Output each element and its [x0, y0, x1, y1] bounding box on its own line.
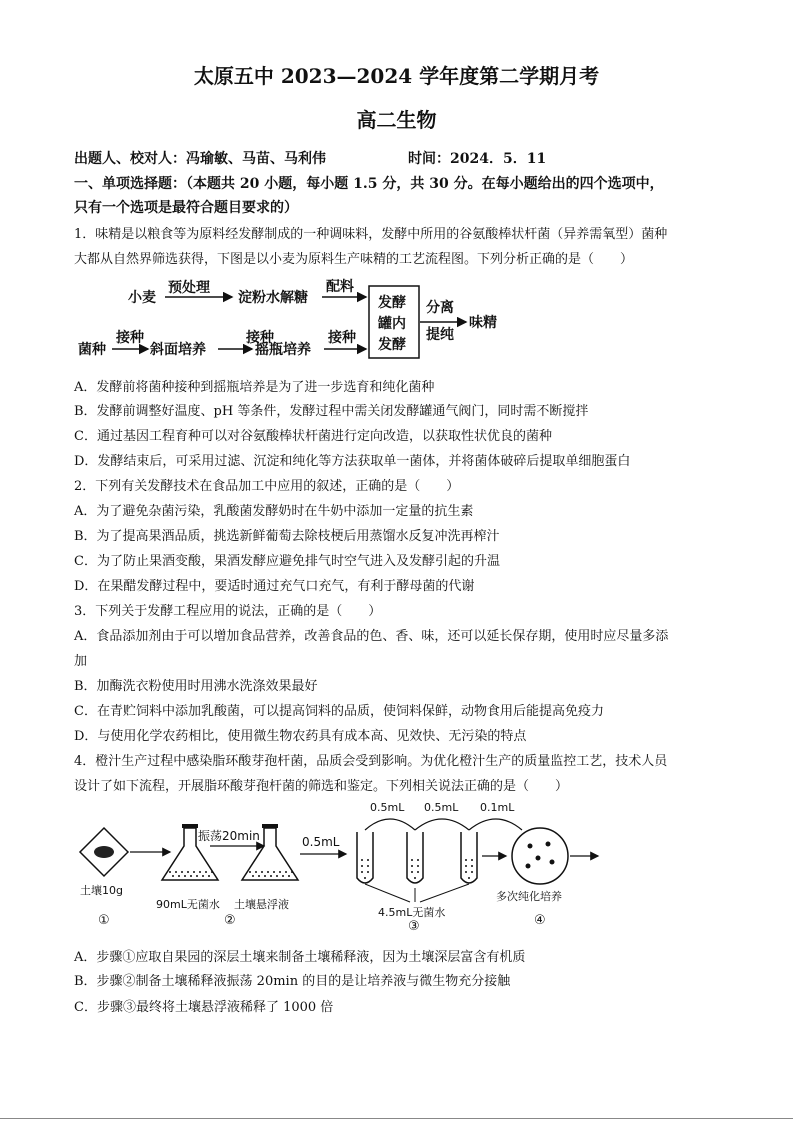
- colonies: [526, 842, 555, 869]
- authors: 出题人、校对人：冯瑜敏、马苗、马利伟: [74, 151, 326, 167]
- vol-label-3: 0.5mL: [424, 801, 459, 814]
- flow-starch: 淀粉水解糖: [238, 290, 308, 306]
- step-3-label: ③: [408, 919, 420, 934]
- screening-procedure-diagram: [70, 798, 610, 938]
- flow-inoculate-1: 接种: [116, 330, 144, 346]
- question-1-option-d: D．发酵结束后，可采用过滤、沉淀和纯化等方法获取单一菌体，并将菌体破碎后提取单细胞蛋白: [74, 454, 631, 469]
- flask-1-label: 90mL无菌水: [156, 898, 220, 911]
- exam-date: 时间：2024．5．11: [408, 151, 547, 167]
- soil-lump: [94, 846, 114, 858]
- soil-label: 土壤10g: [80, 884, 123, 897]
- question-2-option-a: A．为了避免杂菌污染，乳酸菌发酵奶时在牛奶中添加一定量的抗生素: [74, 504, 474, 519]
- flow-slant: 斜面培养: [150, 342, 206, 358]
- question-2-option-d: D．在果醋发酵过程中，要适时通过充气口充气，有利于酵母菌的代谢: [74, 579, 475, 594]
- vol-label-2: 0.5mL: [370, 801, 405, 814]
- question-1-stem: 1．味精是以粮食等为原料经发酵制成的一种调味料，发酵中所用的谷氨酸棒状杆菌（异养需氧型）菌种: [74, 227, 668, 242]
- flow-inoculate-3: 接种: [328, 330, 356, 346]
- petri-dish-icon: [512, 828, 568, 884]
- question-3-option-a-cont: 加: [74, 654, 88, 669]
- flow-separate: 分离: [426, 300, 454, 316]
- flow-shake: 摇瓶培养: [255, 342, 311, 358]
- flask-1-liquid: [169, 871, 213, 877]
- question-3-option-a: A．食品添加剂由于可以增加食品营养，改善食品的色、香、味，还可以延长保存期，使用时应尽量多添: [74, 629, 669, 644]
- tube-2-icon: [407, 832, 423, 883]
- culture-label: 多次纯化培养: [496, 890, 562, 903]
- question-2-option-c: C．为了防止果酒变酸，果酒发酵应避免排气时空气进入及发酵引起的升温: [74, 554, 500, 569]
- flow-tank-1: 发酵: [378, 295, 406, 311]
- shake-label: 振荡20min: [198, 829, 260, 843]
- question-3-option-d: D．与使用化学农药相比，使用微生物农药具有成本高、见效快、无污染的特点: [74, 729, 527, 744]
- question-1-option-b: B．发酵前调整好温度、pH 等条件，发酵过程中需关闭发酵罐通气阀门，同时需不断搅拌: [74, 404, 589, 419]
- section-heading-cont: 只有一个选项是最符合题目要求的）: [74, 200, 298, 216]
- question-2-stem: 2．下列有关发酵技术在食品加工中应用的叙述，正确的是（ ）: [74, 479, 460, 494]
- page-bottom-rule: [0, 1118, 793, 1119]
- vol-label-1: 0.5mL: [302, 835, 340, 849]
- tube-1-icon: [357, 832, 373, 883]
- fermentation-flowchart: [70, 272, 520, 368]
- flow-tank-2: 罐内: [378, 316, 406, 332]
- step-2-label: ②: [224, 913, 236, 928]
- question-2-option-b: B．为了提高果酒品质，挑选新鲜葡萄去除枝梗后用蒸馏水反复冲洗再榨汁: [74, 529, 500, 544]
- tube-3-icon: [461, 832, 477, 883]
- question-4-option-b: B．步骤②制备土壤稀释液振荡 20min 的目的是让培养液与微生物充分接触: [74, 974, 511, 989]
- flow-purify: 提纯: [426, 327, 454, 343]
- flask-2-label: 土壤悬浮液: [234, 898, 289, 911]
- subject-title: 高二生物: [356, 108, 437, 132]
- step-1-label: ①: [98, 913, 110, 928]
- step-4-label: ④: [534, 913, 546, 928]
- flow-inoculate-2: 接种: [246, 330, 274, 346]
- flow-wheat: 小麦: [128, 290, 156, 306]
- vol-label-4: 0.1mL: [480, 801, 515, 814]
- question-1-option-c: C．通过基因工程育种可以对谷氨酸棒状杆菌进行定向改造，以获取性状优良的菌种: [74, 429, 552, 444]
- exam-title: 太原五中 2023—2024 学年度第二学期月考: [193, 64, 600, 88]
- flow-pretreat: 预处理: [168, 280, 210, 296]
- water-label: 4.5mL无菌水: [378, 906, 446, 919]
- question-3-option-b: B．加酶洗衣粉使用时用沸水洗涤效果最好: [74, 679, 318, 694]
- question-3-option-c: C．在青贮饲料中添加乳酸菌，可以提高饲料的品质，使饲料保鲜，动物食用后能提高免疫力: [74, 704, 604, 719]
- flow-product: 味精: [469, 315, 497, 331]
- question-4-option-c: C．步骤③最终将土壤悬浮液稀释了 1000 倍: [74, 1000, 334, 1015]
- flow-mix: 配料: [326, 279, 354, 295]
- flow-strain: 菌种: [78, 342, 106, 358]
- question-3-stem: 3．下列关于发酵工程应用的说法，正确的是（ ）: [74, 604, 382, 619]
- question-4-option-a: A．步骤①应取自果园的深层土壤来制备土壤稀释液，因为土壤深层富含有机质: [74, 950, 526, 965]
- question-4-stem-cont: 设计了如下流程，开展脂环酸芽孢杆菌的筛选和鉴定。下列相关说法正确的是（ ）: [74, 779, 569, 794]
- flow-tank-3: 发酵: [378, 337, 406, 353]
- question-1-option-a: A．发酵前将菌种接种到摇瓶培养是为了进一步选育和纯化菌种: [74, 380, 435, 395]
- question-4-stem: 4．橙汁生产过程中感染脂环酸芽孢杆菌，品质会受到影响。为优化橙汁生产的质量监控工艺，技术人员: [74, 754, 668, 769]
- question-1-stem-cont: 大都从自然界筛选获得，下图是以小麦为原料生产味精的工艺流程图。下列分析正确的是（ ）: [74, 252, 634, 267]
- flask-2-liquid: [249, 871, 293, 877]
- section-heading: 一、单项选择题：（本题共 20 小题，每小题 1.5 分，共 30 分。在每小题给出的四个选项中，: [74, 176, 664, 192]
